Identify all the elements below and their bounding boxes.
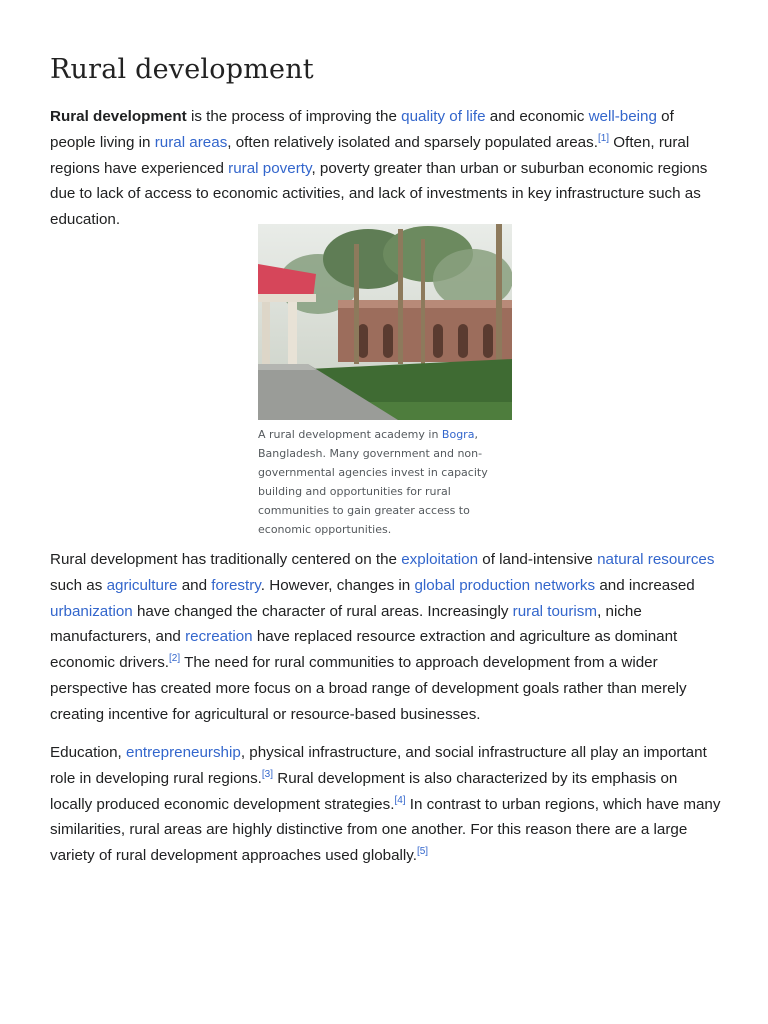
text-run: have replaced resource extraction and agriculture as dominant economic drivers. <box>50 628 678 672</box>
link-natural-resources[interactable]: natural resources <box>597 551 715 568</box>
reference-4 <box>394 795 405 806</box>
figure <box>258 224 512 539</box>
link-quality-of-life[interactable]: quality of life <box>401 108 486 125</box>
text-run: , physical infrastructure, and social infrastructure all play an important role in developing rural regions. <box>50 744 707 787</box>
paragraph-intro <box>50 104 722 233</box>
text-run: and <box>177 576 212 594</box>
reference-link-2[interactable]: [2] <box>169 653 181 665</box>
text-run: Rural development is also characterized by its emphasis on locally produced economic development strategies. <box>50 769 678 813</box>
paragraph-approaches <box>50 740 722 869</box>
text-run: is the process of improving the <box>186 108 402 125</box>
text-run: of land-intensive <box>478 551 598 568</box>
bold-term: Rural development <box>50 108 187 125</box>
caption-text: A rural development academy in <box>258 428 442 441</box>
link-bogra[interactable]: Bogra <box>441 428 475 441</box>
reference-link-1[interactable]: [1] <box>597 132 610 144</box>
text-run: , niche manufacturers, and <box>50 602 642 646</box>
link-urbanization[interactable]: urbanization <box>50 602 133 620</box>
link-well-being[interactable]: well-being <box>588 108 657 125</box>
caption-text: , Bangladesh. Many government and non-governmental agencies invest in capacity building and opportunities for rural communities to gain greater access to economic opportunities. <box>258 428 488 536</box>
paragraph-history <box>50 547 722 728</box>
link-exploitation[interactable]: exploitation <box>401 551 479 568</box>
text-run: Rural development has traditionally centered on the <box>50 551 402 568</box>
text-run: , often relatively isolated and sparsely populated areas. <box>227 133 598 151</box>
text-run: of people living in <box>50 108 674 151</box>
text-run: In contrast to urban regions, which have many similarities, rural areas are highly distinctive from one another. For this reason there are a large variety of rural development approaches used globally. <box>50 795 721 865</box>
link-rural-poverty[interactable]: rural poverty <box>228 159 312 177</box>
link-rural-areas[interactable]: rural areas <box>154 133 228 151</box>
link-entrepreneurship[interactable]: entrepreneurship <box>126 744 241 761</box>
link-forestry[interactable]: forestry <box>211 576 261 594</box>
text-run: and increased <box>595 576 695 594</box>
reference-1 <box>598 133 609 144</box>
text-run: . However, changes in <box>260 576 415 594</box>
rural-academy-photo[interactable] <box>258 224 512 420</box>
text-run: such as <box>50 576 107 594</box>
link-recreation[interactable]: recreation <box>185 628 253 646</box>
link-agriculture[interactable]: agriculture <box>106 576 178 594</box>
reference-link-4[interactable]: [4] <box>394 794 406 806</box>
reference-5 <box>417 846 428 857</box>
reference-2 <box>169 653 180 664</box>
reference-3 <box>262 769 273 780</box>
figure-caption <box>258 426 494 539</box>
text-run: have changed the character of rural areas. Increasingly <box>132 602 513 620</box>
text-run: and economic <box>485 108 589 125</box>
reference-link-5[interactable]: [5] <box>416 846 429 858</box>
link-global-production-networks[interactable]: global production networks <box>414 576 596 594</box>
text-run: , poverty greater than urban or suburban economic regions due to lack of access to economic activities, and lack of investments in key infrastructure such as education. <box>50 159 708 229</box>
text-run: Education, <box>50 744 126 761</box>
page-title: Rural development <box>50 54 314 85</box>
text-run: Often, rural regions have experienced <box>50 133 690 177</box>
link-rural-tourism[interactable]: rural tourism <box>512 602 598 620</box>
reference-link-3[interactable]: [3] <box>261 768 274 780</box>
text-run: The need for rural communities to approach development from a wider perspective has created more focus on a broad range of development goals rather than merely creating incentive for agricultural or resource-based businesses. <box>50 654 687 723</box>
